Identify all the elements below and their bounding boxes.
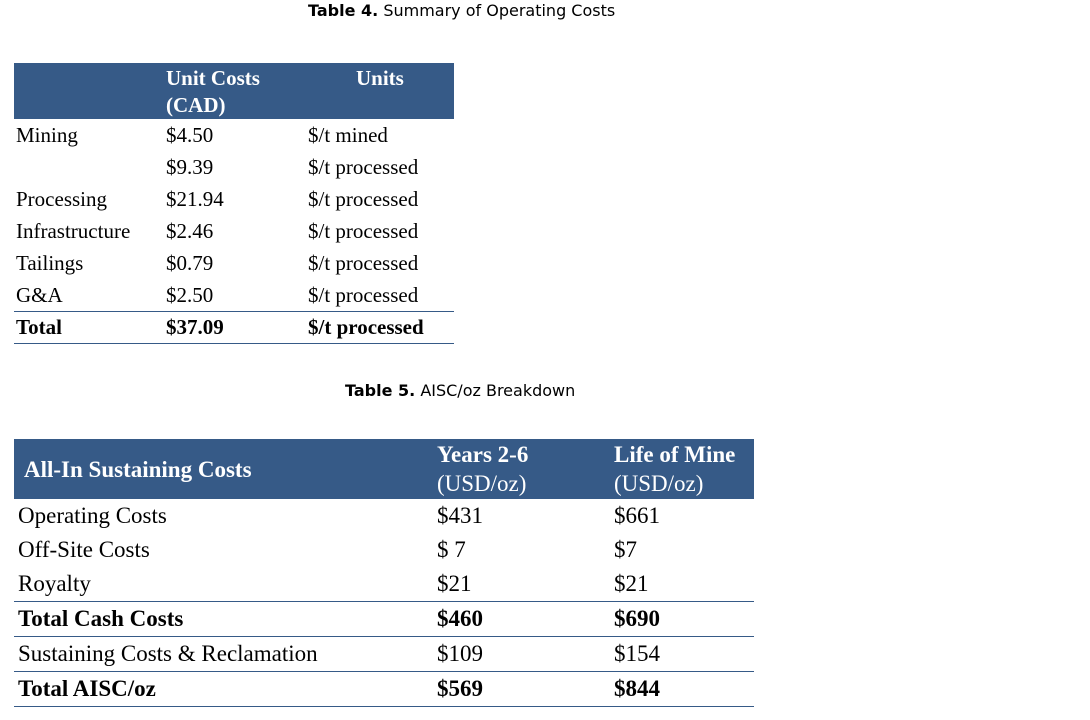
table-row [14,119,454,151]
table-row-total-aisc [14,672,754,707]
row-name [14,151,164,183]
operating-costs-table [14,63,454,344]
row-name: Operating Costs [18,503,167,528]
total-unit: $/t processed [308,312,454,344]
row-name: Off-Site Costs [18,537,150,562]
table5-caption [345,381,575,401]
table5-header-row [14,439,754,499]
row-name: Tailings [16,251,84,275]
row-lom: $154 [614,637,754,672]
row-unit: $/t processed [308,187,419,211]
table4-header-unit-costs [164,63,308,119]
table5-header-lom [614,439,754,499]
aisc-breakdown-table [14,439,754,707]
table-row [14,499,754,533]
row-lom: $661 [614,503,660,528]
table4-header-unit-costs-line1: Unit Costs [166,66,260,90]
row-years: $21 [437,571,472,596]
row-cost: $4.50 [166,123,214,147]
table5-header-lom-line1: Life of Mine [614,442,736,467]
row-name: Processing [16,187,107,211]
table-row [14,279,454,312]
row-unit: $/t processed [308,283,419,307]
table4-caption [308,1,615,21]
table-row [14,247,454,279]
row-years: $ 7 [437,537,466,562]
row-name: Infrastructure [16,219,131,243]
row-name: Total AISC/oz [14,672,437,707]
table-row [14,215,454,247]
row-years: $109 [437,637,614,672]
row-lom: $844 [614,672,754,707]
row-unit: $/t processed [308,219,419,243]
total-name: Total [14,312,164,344]
table5-caption-label: Table 5. [345,381,416,400]
row-name: Royalty [18,571,91,596]
table5-header-years-line1: Years 2-6 [437,442,529,467]
row-years: $431 [437,503,483,528]
table4-header-blank [14,63,164,119]
row-cost: $2.46 [166,219,214,243]
table4-header-row [14,63,454,119]
row-name: Sustaining Costs & Reclamation [14,637,437,672]
table5-caption-text: AISC/oz Breakdown [420,381,576,400]
table-row [14,151,454,183]
row-years: $460 [437,602,614,637]
table5-header-lom-line2: (USD/oz) [614,471,704,496]
table5-header-aisc: All-In Sustaining Costs [14,439,437,499]
table-row-total-cash [14,602,754,637]
table-row [14,567,754,602]
table-row [14,183,454,215]
row-unit: $/t processed [308,251,419,275]
row-cost: $0.79 [166,251,214,275]
row-cost: $9.39 [166,155,214,179]
table4-caption-text: Summary of Operating Costs [383,1,616,20]
table5-header-years-line2: (USD/oz) [437,471,527,496]
row-cost: $2.50 [166,283,214,307]
row-name: G&A [16,283,63,307]
row-lom: $690 [614,602,754,637]
table4-header-units: Units [308,63,454,119]
total-cost: $37.09 [164,312,308,344]
row-years: $569 [437,672,614,707]
row-unit: $/t mined [308,123,388,147]
table4-caption-label: Table 4. [308,1,379,20]
table-row [14,637,754,672]
row-unit: $/t processed [308,155,419,179]
row-lom: $21 [614,571,649,596]
table4-header-unit-costs-line2: (CAD) [166,93,226,117]
table5-header-years [437,439,614,499]
table-row [14,533,754,567]
row-name: Mining [16,123,78,147]
row-name: Total Cash Costs [14,602,437,637]
row-lom: $7 [614,537,637,562]
table4-total-row [14,312,454,344]
row-cost: $21.94 [166,187,224,211]
